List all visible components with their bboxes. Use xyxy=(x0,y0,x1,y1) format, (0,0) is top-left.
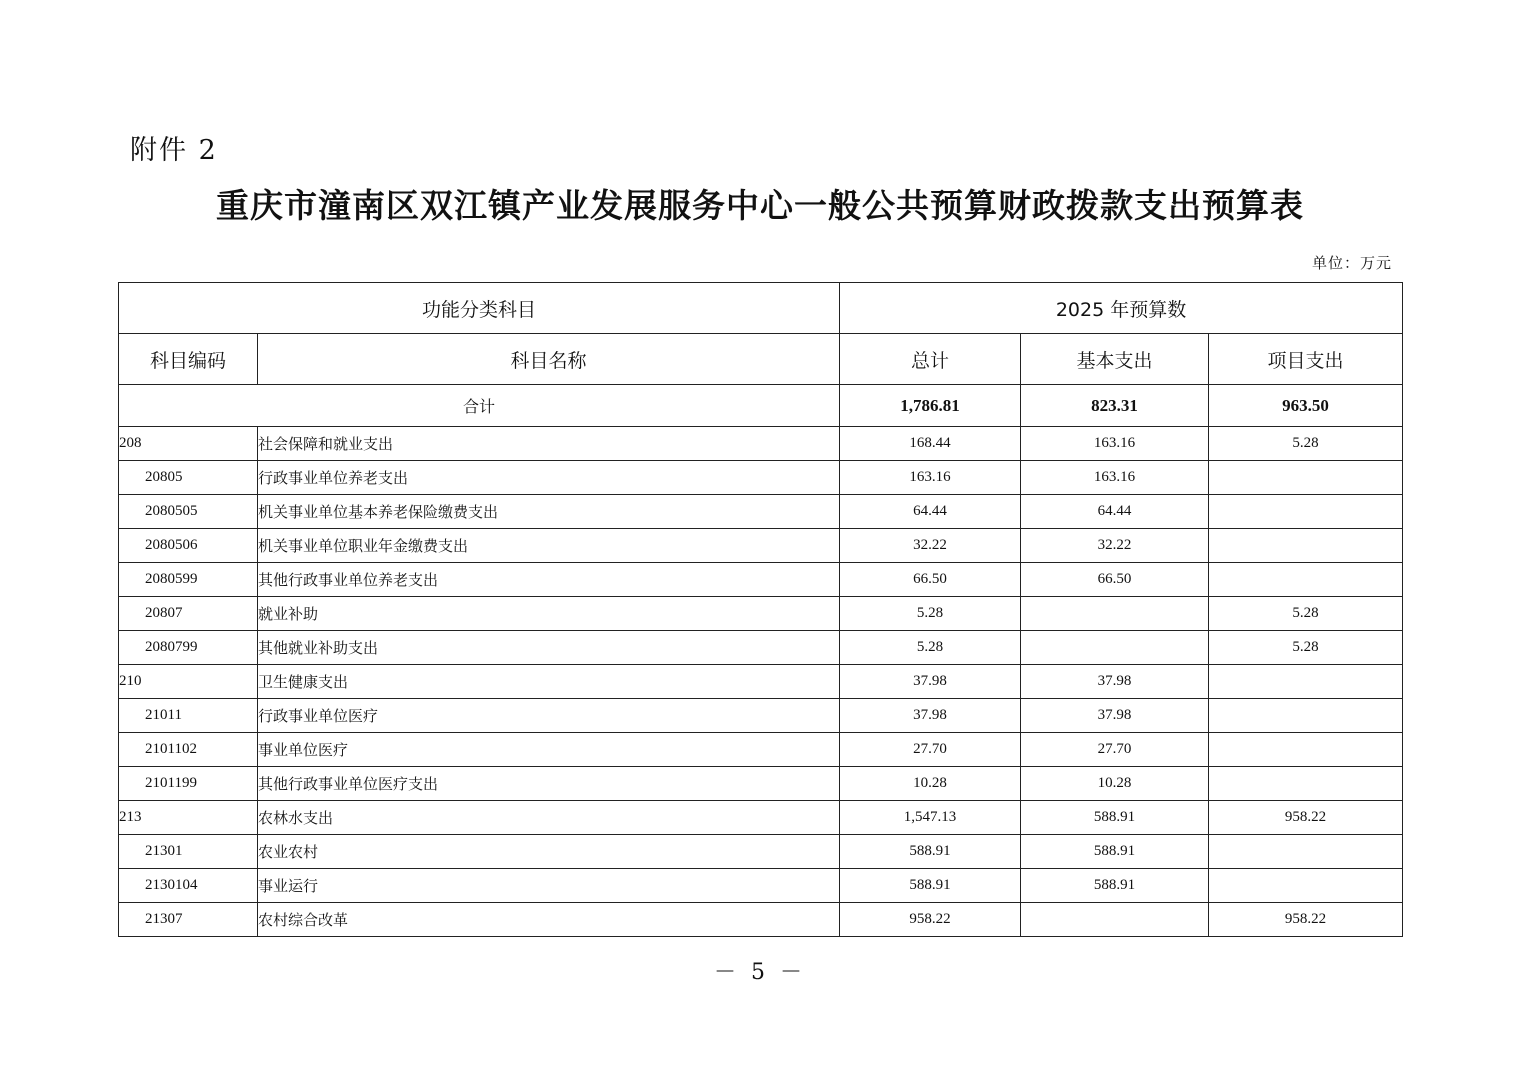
row-project-cell xyxy=(1209,733,1403,767)
row-name-cell: 机关事业单位职业年金缴费支出 xyxy=(258,529,840,563)
row-basic-cell: 588.91 xyxy=(1021,869,1209,903)
basic-column-header: 基本支出 xyxy=(1021,334,1209,385)
row-basic-cell: 10.28 xyxy=(1021,767,1209,801)
row-total-cell: 10.28 xyxy=(840,767,1021,801)
row-code-cell: 2101102 xyxy=(119,733,258,767)
row-code-cell: 2130104 xyxy=(119,869,258,903)
row-name-cell: 农林水支出 xyxy=(258,801,840,835)
table-row xyxy=(119,631,1403,665)
row-name-cell: 就业补助 xyxy=(258,597,840,631)
row-code-cell: 21011 xyxy=(119,699,258,733)
table-row xyxy=(119,903,1403,937)
row-name-cell: 农村综合改革 xyxy=(258,903,840,937)
table-row xyxy=(119,427,1403,461)
row-project-cell: 5.28 xyxy=(1209,631,1403,665)
group-header-row xyxy=(119,283,1403,334)
table-row xyxy=(119,597,1403,631)
table-row xyxy=(119,665,1403,699)
table-row xyxy=(119,733,1403,767)
row-name-cell: 其他行政事业单位养老支出 xyxy=(258,563,840,597)
row-project-cell xyxy=(1209,869,1403,903)
table-row xyxy=(119,835,1403,869)
row-project-cell: 958.22 xyxy=(1209,801,1403,835)
row-total-cell: 1,547.13 xyxy=(840,801,1021,835)
row-code-cell: 210 xyxy=(119,665,258,699)
row-total-cell: 66.50 xyxy=(840,563,1021,597)
table-row xyxy=(119,767,1403,801)
row-project-cell xyxy=(1209,495,1403,529)
page-number: － 5 － xyxy=(714,960,806,985)
row-total-cell: 588.91 xyxy=(840,835,1021,869)
column-header-row xyxy=(119,334,1403,385)
row-project-cell xyxy=(1209,563,1403,597)
row-total-cell: 64.44 xyxy=(840,495,1021,529)
total-column-header: 总计 xyxy=(840,334,1021,385)
row-total-cell: 5.28 xyxy=(840,631,1021,665)
row-code-cell: 2080799 xyxy=(119,631,258,665)
row-basic-cell: 32.22 xyxy=(1021,529,1209,563)
row-basic-cell: 27.70 xyxy=(1021,733,1209,767)
row-project-cell xyxy=(1209,529,1403,563)
row-code-cell: 208 xyxy=(119,427,258,461)
total-project: 963.50 xyxy=(1209,385,1403,427)
page-title: 重庆市潼南区双江镇产业发展服务中心一般公共预算财政拨款支出预算表 xyxy=(216,186,1304,225)
row-basic-cell xyxy=(1021,903,1209,937)
row-project-cell xyxy=(1209,835,1403,869)
total-label: 合计 xyxy=(119,385,840,427)
row-name-cell: 行政事业单位医疗 xyxy=(258,699,840,733)
row-name-cell: 事业单位医疗 xyxy=(258,733,840,767)
row-name-cell: 事业运行 xyxy=(258,869,840,903)
table-row xyxy=(119,563,1403,597)
total-basic: 823.31 xyxy=(1021,385,1209,427)
row-total-cell: 37.98 xyxy=(840,665,1021,699)
row-name-cell: 机关事业单位基本养老保险缴费支出 xyxy=(258,495,840,529)
table-row xyxy=(119,461,1403,495)
row-code-cell: 213 xyxy=(119,801,258,835)
row-project-cell: 5.28 xyxy=(1209,427,1403,461)
row-code-cell: 21301 xyxy=(119,835,258,869)
row-project-cell xyxy=(1209,461,1403,495)
total-amount: 1,786.81 xyxy=(840,385,1021,427)
row-name-cell: 卫生健康支出 xyxy=(258,665,840,699)
attachment-label: 附件 2 xyxy=(130,135,218,166)
row-basic-cell: 66.50 xyxy=(1021,563,1209,597)
row-name-cell: 社会保障和就业支出 xyxy=(258,427,840,461)
project-column-header: 项目支出 xyxy=(1209,334,1403,385)
row-code-cell: 2101199 xyxy=(119,767,258,801)
row-total-cell: 27.70 xyxy=(840,733,1021,767)
row-basic-cell: 37.98 xyxy=(1021,699,1209,733)
row-total-cell: 32.22 xyxy=(840,529,1021,563)
row-basic-cell: 64.44 xyxy=(1021,495,1209,529)
row-name-cell: 其他行政事业单位医疗支出 xyxy=(258,767,840,801)
code-column-header: 科目编码 xyxy=(119,334,258,385)
row-code-cell: 20807 xyxy=(119,597,258,631)
row-code-cell: 20805 xyxy=(119,461,258,495)
row-total-cell: 163.16 xyxy=(840,461,1021,495)
table-row xyxy=(119,529,1403,563)
name-column-header: 科目名称 xyxy=(258,334,840,385)
row-total-cell: 37.98 xyxy=(840,699,1021,733)
row-name-cell: 农业农村 xyxy=(258,835,840,869)
budget-table xyxy=(118,282,1403,937)
row-basic-cell: 37.98 xyxy=(1021,665,1209,699)
row-code-cell: 2080506 xyxy=(119,529,258,563)
unit-label: 单位：万元 xyxy=(1311,254,1392,272)
table-row xyxy=(119,869,1403,903)
row-project-cell: 958.22 xyxy=(1209,903,1403,937)
row-total-cell: 958.22 xyxy=(840,903,1021,937)
row-basic-cell xyxy=(1021,597,1209,631)
table-row xyxy=(119,699,1403,733)
row-code-cell: 21307 xyxy=(119,903,258,937)
row-total-cell: 5.28 xyxy=(840,597,1021,631)
row-project-cell xyxy=(1209,699,1403,733)
row-basic-cell: 588.91 xyxy=(1021,835,1209,869)
row-total-cell: 588.91 xyxy=(840,869,1021,903)
row-total-cell: 168.44 xyxy=(840,427,1021,461)
row-project-cell: 5.28 xyxy=(1209,597,1403,631)
row-code-cell: 2080599 xyxy=(119,563,258,597)
row-basic-cell: 588.91 xyxy=(1021,801,1209,835)
total-row xyxy=(119,385,1403,427)
row-basic-cell: 163.16 xyxy=(1021,427,1209,461)
row-basic-cell: 163.16 xyxy=(1021,461,1209,495)
row-basic-cell xyxy=(1021,631,1209,665)
row-name-cell: 其他就业补助支出 xyxy=(258,631,840,665)
table-row xyxy=(119,801,1403,835)
table-row xyxy=(119,495,1403,529)
row-code-cell: 2080505 xyxy=(119,495,258,529)
budget-year-header: 2025 年预算数 xyxy=(840,283,1403,334)
row-name-cell: 行政事业单位养老支出 xyxy=(258,461,840,495)
row-project-cell xyxy=(1209,665,1403,699)
row-project-cell xyxy=(1209,767,1403,801)
function-class-header: 功能分类科目 xyxy=(119,283,840,334)
